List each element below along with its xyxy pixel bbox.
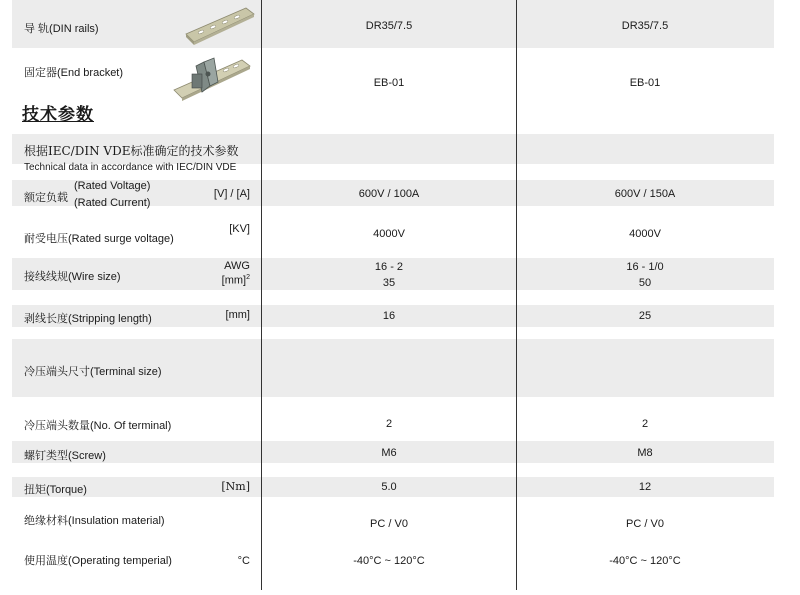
wire-size-label: 接线线规(Wire size) (24, 271, 121, 283)
rated-load-label: 额定负载 (24, 192, 68, 204)
insulation-value-2: PC / V0 (626, 518, 664, 530)
screw-value-2: M8 (637, 447, 653, 459)
end-bracket-label: 固定器(End bracket) (24, 67, 124, 79)
rated-load-unit: [V] / [A] (213, 188, 250, 200)
temperature-value-2: -40°C ~ 120°C (609, 555, 681, 567)
din-rails-value-1: DR35/7.5 (365, 20, 413, 32)
section-heading: 技术参数 (22, 105, 94, 125)
wire-size-unit-mm-text: [mm] (221, 274, 247, 287)
surge-voltage-unit: [KV] (229, 223, 250, 235)
din-rail-image (184, 4, 256, 46)
torque-label: 扭矩(Torque) (24, 484, 87, 496)
wire-size-unit-mm (196, 274, 250, 287)
section-subtitle: 根据IEC/DIN VDE标准确定的技术参数 (24, 144, 239, 158)
insulation-value-1: PC / V0 (370, 518, 408, 530)
temperature-unit: °C (237, 555, 250, 567)
torque-unit: [Nm] (221, 480, 250, 493)
torque-value-2: 12 (638, 481, 652, 493)
strip-length-unit: [mm] (225, 309, 250, 321)
terminal-size-label: 冷压端头尺寸(Terminal size) (24, 366, 162, 378)
wire-size-value-1b: 35 (382, 277, 396, 289)
temperature-label: 使用温度(Operating temperial) (24, 555, 172, 567)
din-rails-label: 导 轨(DIN rails) (24, 23, 99, 35)
screw-label: 螺钉类型(Screw) (24, 450, 106, 462)
rated-load-value-2: 600V / 150A (614, 188, 676, 200)
wire-size-value-1a: 16 - 2 (374, 261, 404, 273)
surge-voltage-label: 耐受电压(Rated surge voltage) (24, 233, 174, 245)
end-bracket-image (170, 52, 256, 102)
strip-length-value-2: 25 (638, 310, 652, 322)
rated-current-label: (Rated Current) (74, 197, 151, 209)
din-rails-value-2: DR35/7.5 (621, 20, 669, 32)
strip-length-label: 剥线长度(Stripping length) (24, 313, 152, 325)
temperature-value-1: -40°C ~ 120°C (353, 555, 425, 567)
rated-load-value-1: 600V / 100A (358, 188, 420, 200)
surge-voltage-value-1: 4000V (373, 228, 405, 240)
terminal-count-label: 冷压端头数量(No. Of terminal) (24, 420, 172, 432)
end-bracket-value-2: EB-01 (629, 77, 661, 89)
strip-length-value-1: 16 (382, 310, 396, 322)
end-bracket-value-1: EB-01 (373, 77, 405, 89)
section-subtitle-en: Technical data in accordance with IEC/DIN VDE (24, 162, 237, 173)
terminal-count-value-1: 2 (385, 418, 393, 430)
terminal-count-value-2: 2 (641, 418, 649, 430)
wire-size-unit-mm-sup: 2 (246, 274, 250, 281)
insulation-label: 绝缘材料(Insulation material) (24, 515, 165, 527)
wire-size-value-2b: 50 (638, 277, 652, 289)
wire-size-value-2a: 16 - 1/0 (626, 261, 664, 273)
wire-size-unit-awg: AWG (224, 260, 250, 272)
torque-value-1: 5.0 (381, 481, 397, 493)
surge-voltage-value-2: 4000V (629, 228, 661, 240)
rated-voltage-label: (Rated Voltage) (74, 180, 151, 192)
screw-value-1: M6 (381, 447, 397, 459)
